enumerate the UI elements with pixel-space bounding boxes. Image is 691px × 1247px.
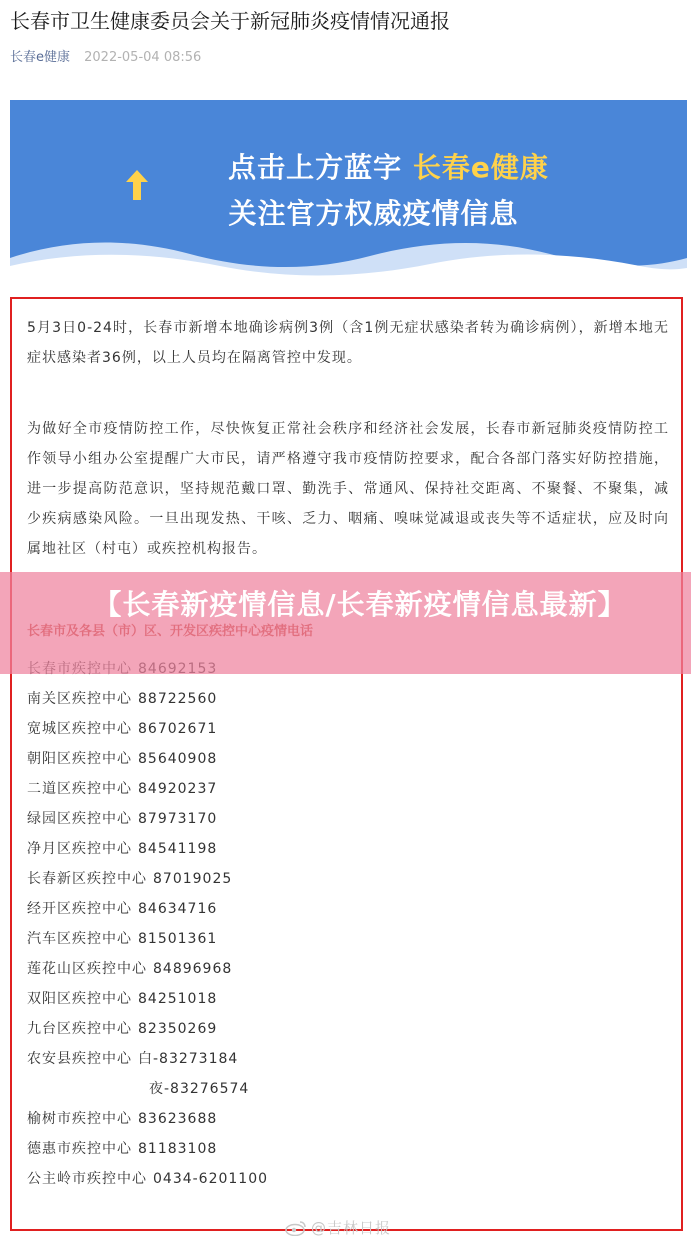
- case-report-paragraph: 5月3日0-24时，长春市新增本地确诊病例3例（含1例无症状感染者转为确诊病例），新增本地无症状感染者36例，以上人员均在隔离管控中发现。: [27, 320, 669, 366]
- headline-overlay-banner: [0, 572, 691, 674]
- hotline-number[interactable]: 83623688: [138, 1111, 218, 1127]
- hotline-number[interactable]: 84896968: [153, 961, 233, 977]
- hotline-number[interactable]: 84920237: [138, 781, 218, 797]
- hotline-number[interactable]: 88722560: [138, 691, 218, 707]
- hotline-item: [27, 894, 667, 924]
- hotline-item: [27, 834, 667, 864]
- hotline-number[interactable]: 85640908: [138, 751, 218, 767]
- source-watermark: [285, 1217, 391, 1238]
- hotline-item: [27, 744, 667, 774]
- hotline-item: [27, 954, 667, 984]
- hotline-item: [27, 1044, 667, 1074]
- hotline-number[interactable]: 87973170: [138, 811, 218, 827]
- author-link[interactable]: 长春e健康: [10, 50, 70, 65]
- hotline-number[interactable]: 82350269: [138, 1021, 218, 1037]
- watermark-text: @吉林日报: [311, 1219, 392, 1237]
- hotline-number[interactable]: 白-83273184: [138, 1051, 239, 1067]
- hotline-number[interactable]: 84251018: [138, 991, 218, 1007]
- hotline-name: 经开区疾控中心: [27, 901, 132, 917]
- hotline-name: 净月区疾控中心: [27, 841, 132, 857]
- hotline-name: 双阳区疾控中心: [27, 991, 132, 1007]
- hotline-name: 德惠市疾控中心: [27, 1141, 132, 1157]
- hotline-item: [27, 1014, 667, 1044]
- hotline-number[interactable]: 0434-6201100: [153, 1171, 269, 1187]
- hotline-item: [27, 1164, 667, 1194]
- banner-line-1: [10, 146, 687, 186]
- notice-content-box: [10, 297, 683, 1231]
- hotline-name: 长春新区疾控中心: [27, 871, 147, 887]
- hotline-name: 绿园区疾控中心: [27, 811, 132, 827]
- hotline-item: [27, 924, 667, 954]
- hotline-name: 南关区疾控中心: [27, 691, 132, 707]
- hotline-name: 朝阳区疾控中心: [27, 751, 132, 767]
- weibo-icon: [285, 1220, 307, 1236]
- hotline-name: 榆树市疾控中心: [27, 1111, 132, 1127]
- hotline-number[interactable]: 81501361: [138, 931, 218, 947]
- prevention-paragraph: 为做好全市疫情防控工作，尽快恢复正常社会秩序和经济社会发展，长春市新冠肺炎疫情防控工作领导小组办公室提醒广大市民，请严格遵守我市疫情防控要求，配合各部门落实好防控措施，进一步提高防范意识，坚持规范戴口罩、勤洗手、常通风、保持社交距离、不聚餐、不聚集，减少疾病感染风险。一旦出现发热、干咳、乏力、咽痛、嗅味觉减退或丧失等不适症状，应及时向属地社区（村屯）或疾控机构报告。: [27, 421, 669, 557]
- hotline-number[interactable]: 81183108: [138, 1141, 218, 1157]
- hotline-item-continuation: [27, 1074, 667, 1104]
- hotline-item: [27, 1134, 667, 1164]
- hotline-number[interactable]: 86702671: [138, 721, 218, 737]
- hotline-list: [27, 654, 667, 1194]
- hotline-name: 公主岭市疾控中心: [27, 1171, 147, 1187]
- hotline-item: [27, 684, 667, 714]
- hotline-name: 莲花山区疾控中心: [27, 961, 147, 977]
- hotline-item: [27, 774, 667, 804]
- hotline-item: [27, 714, 667, 744]
- hotline-name: 宽城区疾控中心: [27, 721, 132, 737]
- publish-date: 2022-05-04 08:56: [84, 50, 202, 65]
- article-meta: [10, 48, 201, 68]
- hotline-number[interactable]: 84634716: [138, 901, 218, 917]
- hotline-item: [27, 864, 667, 894]
- hotline-name: 二道区疾控中心: [27, 781, 132, 797]
- banner-account-name: 长春e健康: [412, 151, 549, 184]
- article-title: 长春市卫生健康委员会关于新冠肺炎疫情情况通报: [10, 9, 450, 33]
- wave-decoration: [10, 232, 687, 282]
- banner-line-2: 关注官方权威疫情信息: [228, 197, 519, 230]
- hotline-number[interactable]: 84541198: [138, 841, 218, 857]
- overlay-headline: 【长春新疫情信息/长春新疫情信息最新】: [93, 588, 627, 621]
- hotline-name: 汽车区疾控中心: [27, 931, 132, 947]
- hotline-number[interactable]: 87019025: [153, 871, 233, 887]
- banner-line-1-prefix: 点击上方蓝字: [228, 151, 403, 184]
- hotline-item: [27, 984, 667, 1014]
- hotline-item: [27, 804, 667, 834]
- hotline-item: [27, 1104, 667, 1134]
- follow-banner[interactable]: [10, 100, 687, 282]
- hotline-name: 九台区疾控中心: [27, 1021, 132, 1037]
- hotline-number[interactable]: 夜-83276574: [149, 1081, 250, 1097]
- hotline-name: 农安县疾控中心: [27, 1051, 132, 1067]
